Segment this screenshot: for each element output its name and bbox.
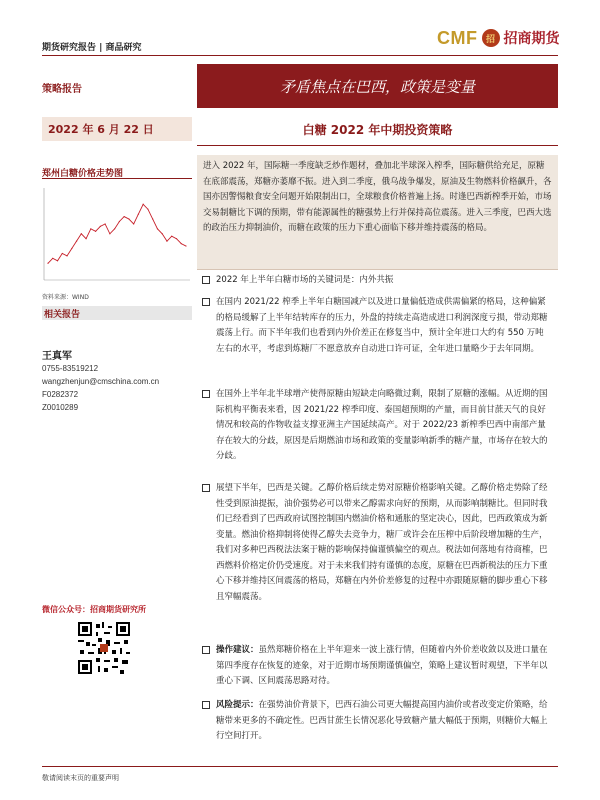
report-category: 期货研究报告 | 商品研究 — [42, 43, 142, 53]
wechat-qr-code[interactable] — [76, 620, 132, 676]
price-point — [76, 241, 77, 242]
analyst-email[interactable]: wangzhenjun@cmschina.com.cn — [42, 377, 160, 386]
price-point — [66, 255, 67, 256]
price-point — [128, 218, 129, 219]
price-point — [95, 231, 96, 232]
price-point — [138, 214, 139, 215]
logo-cmf-text: CMF — [437, 27, 478, 48]
analyst-cert-investment: Z0010289 — [42, 403, 79, 412]
bullet-item — [202, 643, 552, 690]
bullet-item — [202, 481, 552, 605]
chart-source: 资料来源：WIND — [42, 294, 89, 301]
wechat-label: 微信公众号：招商期货研究所 — [42, 605, 146, 614]
price-point — [114, 228, 115, 229]
report-title: 矛盾焦点在巴西，政策是变量 — [197, 64, 558, 108]
price-point — [109, 233, 110, 234]
price-point — [147, 209, 148, 210]
chart-title-divider — [42, 178, 192, 179]
bullet-lead: 风险提示： — [216, 700, 259, 710]
logo-company-name: 招商期货 — [503, 31, 560, 47]
bullet-lead: 操作建议： — [216, 645, 259, 655]
chart-title: 郑州白糖价格走势图 — [42, 169, 124, 179]
checkbox-bullet-icon — [202, 646, 210, 654]
price-point — [143, 204, 144, 205]
price-point — [105, 223, 106, 224]
price-point — [52, 258, 53, 259]
checkbox-bullet-icon — [202, 390, 210, 398]
analyst-phone: 0755-83519212 — [42, 364, 99, 373]
bullet-text: 虽然郑糖价格在上半年迎来一波上涨行情，但随着内外价差收敛以及进口量在第四季度存在恢复的迹象，对于近期市场预期谨慎偏空，策略上建议暂时观望，下半年以重心下调、区间震荡思路对待。 — [216, 645, 548, 686]
price-point — [62, 253, 63, 254]
price-point — [100, 226, 101, 227]
report-date: 2022 年 6 月 22 日 — [42, 117, 192, 141]
footer-disclaimer: 敬请阅读末页的重要声明 — [42, 774, 119, 782]
price-chart — [42, 182, 192, 288]
checkbox-bullet-icon — [202, 701, 210, 709]
price-point — [71, 248, 72, 249]
report-subtitle: 白糖 2022 年中期投资策略 — [302, 122, 453, 137]
price-point — [81, 233, 82, 234]
price-point — [85, 238, 86, 239]
header-divider — [42, 55, 558, 56]
price-point — [119, 221, 120, 222]
bullet-item — [202, 295, 552, 357]
checkbox-bullet-icon — [202, 484, 210, 492]
price-point — [185, 245, 186, 246]
bullet-text: 展望下半年，巴西是关键。乙醇价格后续走势对原糖价格影响关键。乙醇价格走势除了经性受到原油提振，油价强势必可以带来乙醇需求向好的预期，从而影响制糖比。但同时我们已经看到了巴西政府试图控制国内燃油价格和通胀的坚定决心，因此，巴西政策成为新变量。燃油价格抑制将使得乙醇失去竞争力，糖厂或许会在压榨中后阶段增加糖的生产，我们对多种巴西税法法案于糖的影响保持偏谨慎偏空的观点。税法如何落地有待商榷，巴西燃料价格定价仍受速度。对于未来我们持有谨慎的态度，原糖在巴西新税法的压力下重心下移并维持区间震荡的格局，郑糖在内外价差修复的过程中亦跟随原糖的脚步重心下移且窄幅震荡。 — [216, 483, 548, 602]
analyst-name: 王真军 — [42, 351, 72, 362]
bullet-text: 在国内 2021/22 榨季上半年白糖国减产以及进口量偏低造成供需偏紧的格局，这种偏紧的格局缓解了上半年结转库存的压力，外盘的持续走高造成进口利润深度亏损，带动郑糖震荡上行。而下半年我们也看到内外价差正在修复当中，预计全年进口大约有 550 万吨左右的水平，考虑到炼糖厂不愿意放弃自动进口许可证，全年进口量略少于去年同期。 — [216, 297, 548, 354]
report-type: 策略报告 — [42, 84, 82, 95]
logo-emblem-icon: 招 — [482, 29, 500, 47]
bullet-item — [202, 273, 552, 289]
price-point — [57, 260, 58, 261]
bullet-item — [202, 387, 552, 465]
price-point — [181, 243, 182, 244]
price-point — [171, 236, 172, 237]
company-logo[interactable] — [437, 26, 560, 50]
checkbox-bullet-icon — [202, 298, 210, 306]
price-point — [152, 218, 153, 219]
footer-divider — [42, 766, 558, 767]
checkbox-bullet-icon — [202, 276, 210, 284]
bullet-text: 2022 年上半年白糖市场的关键词是：内外共振 — [216, 275, 394, 285]
intro-summary: 进入 2022 年，国际糖一季度缺乏炒作题材，叠加北半球深入榨季，国际糖供给充足，原糖在底部震荡，郑糖亦萎靡不振。进入到二季度，俄乌战争爆发，原油及生物燃料价格飙升，各国亦因警惕粮食安全问题开始限制出口，全球粮食价格普遍上扬。时逢巴西新榨季开始，市场交易制糖比下调的预期，带有能源属性的糖强势上行并保持高位震荡。进入三季度，巴西大选的政治压力抑制油价，而糖在政策的压力下重心面临下移并维持震荡的格局。 — [197, 155, 558, 269]
price-point — [133, 223, 134, 224]
intro-divider — [197, 269, 558, 270]
related-reports-header: 相关报告 — [42, 306, 192, 320]
price-point — [176, 238, 177, 239]
price-point — [47, 263, 48, 264]
price-point — [162, 233, 163, 234]
price-point — [90, 228, 91, 229]
price-point — [157, 228, 158, 229]
bullet-text: 在国外上半年北半球增产使得原糖由短缺走向略微过剩，限制了原糖的涨幅。从近期的国际机构平衡表来看，因 2021/22 榨季印度、泰国超预期的产量，而目前甘蔗天气的良好情况和较高的作物收益支撑亚洲主产国延续高产。对于 2022/23 新榨季巴西中南部产量存在较大的分歧，原因是后期燃油市场和政策的变量影响新季的糖产量，市场存在较大的分歧。 — [216, 389, 548, 461]
bullet-text: 在强势油价背景下，巴西石油公司更大幅提高国内油价或者改变定价策略，给糖带来更多的不确定性。巴西甘蔗生长情况恶化导致糖产量大幅低于预期，则糖价大幅上行空间打开。 — [216, 700, 548, 741]
chart-background — [42, 182, 192, 288]
subtitle-divider — [197, 145, 558, 146]
analyst-cert-futures: F0282372 — [42, 390, 79, 399]
price-point — [124, 216, 125, 217]
bullet-item — [202, 698, 552, 745]
price-point — [166, 241, 167, 242]
